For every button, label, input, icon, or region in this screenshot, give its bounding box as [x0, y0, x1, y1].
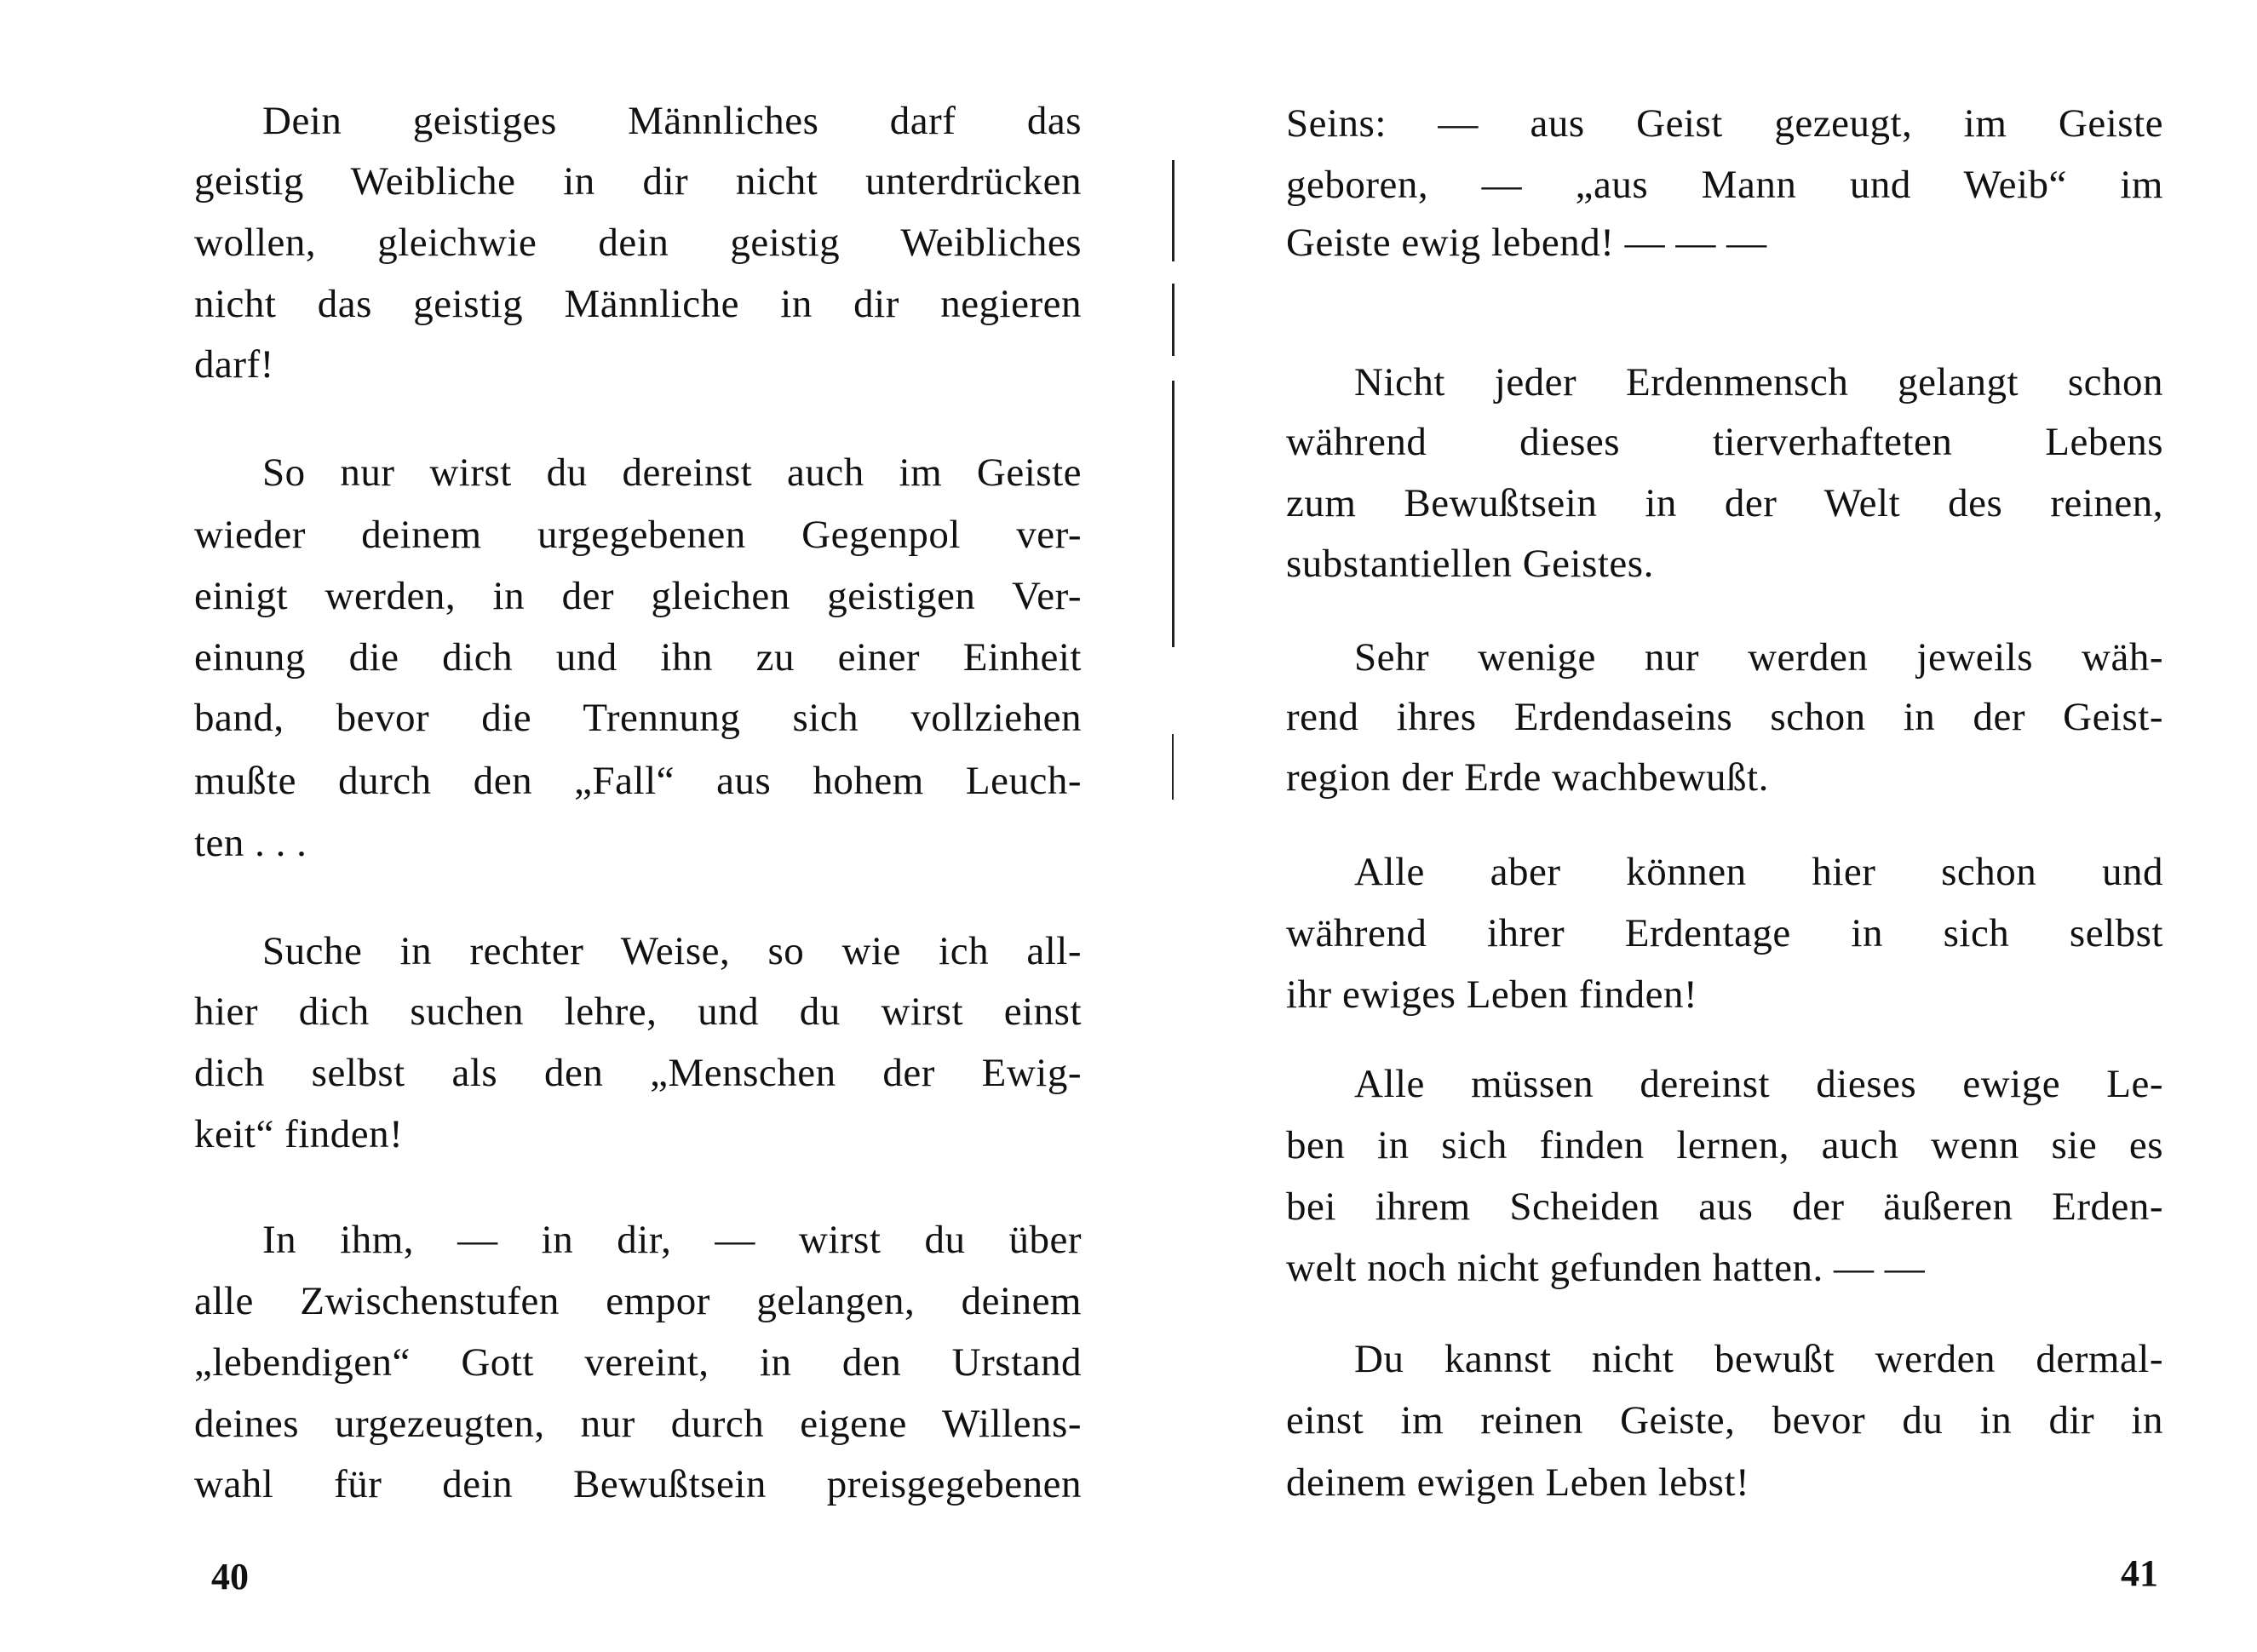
text-line: In ihm, — in dir, — wirst du über	[262, 1218, 1082, 1262]
text-line: Alle müssen dereinst dieses ewige Le-	[1354, 1062, 2163, 1106]
text-line: während ihrer Erdentage in sich selbst	[1286, 911, 2163, 955]
text-line: dich selbst als den „Menschen der Ewig-	[194, 1051, 1082, 1095]
text-line: welt noch nicht gefunden hatten. — —	[1286, 1246, 1926, 1290]
text-line: region der Erde wachbewußt.	[1286, 755, 1769, 800]
text-line: darf!	[194, 342, 274, 387]
text-line: Seins: — aus Geist gezeugt, im Geiste	[1286, 101, 2163, 146]
gutter-mark	[1172, 160, 1174, 261]
text-line: rend ihres Erdendaseins schon in der Geist-	[1286, 695, 2163, 739]
text-line: wollen, gleichwie dein geistig Weibliches	[194, 221, 1082, 265]
text-line: hier dich suchen lehre, und du wirst einst	[194, 989, 1082, 1034]
text-line: geboren, — „aus Mann und Weib“ im	[1286, 163, 2163, 207]
text-line: einung die dich und ihn zu einer Einheit	[194, 635, 1082, 680]
text-line: „lebendigen“ Gott vereint, in den Urstand	[194, 1340, 1082, 1385]
gutter-mark	[1172, 284, 1174, 356]
text-line: Alle aber können hier schon und	[1354, 850, 2163, 894]
text-line: zum Bewußtsein in der Welt des reinen,	[1286, 481, 2163, 525]
left-page	[0, 0, 1128, 1652]
text-line: substantiellen Geistes.	[1286, 542, 1654, 586]
text-line: während dieses tierverhafteten Lebens	[1286, 420, 2163, 464]
gutter-mark	[1172, 381, 1174, 647]
gutter-mark	[1172, 734, 1174, 800]
text-line: ben in sich finden lernen, auch wenn sie es	[1286, 1123, 2163, 1167]
text-line: wieder deinem urgegebenen Gegenpol ver-	[194, 513, 1082, 557]
text-line: einst im reinen Geiste, bevor du in dir in	[1286, 1398, 2163, 1443]
right-page	[1128, 0, 2257, 1652]
text-line: Nicht jeder Erdenmensch gelangt schon	[1354, 360, 2163, 404]
text-line: alle Zwischenstufen empor gelangen, deinem	[194, 1279, 1082, 1323]
text-line: keit“ finden!	[194, 1112, 404, 1156]
text-line: mußte durch den „Fall“ aus hohem Leuch-	[194, 759, 1082, 803]
text-line: deinem ewigen Leben lebst!	[1286, 1460, 1750, 1505]
page-number-left: 40	[211, 1556, 249, 1598]
text-line: Geiste ewig lebend! — — —	[1286, 221, 1767, 265]
text-line: Suche in rechter Weise, so wie ich all-	[262, 929, 1082, 973]
text-line: einigt werden, in der gleichen geistigen Ver-	[194, 574, 1082, 618]
text-line: band, bevor die Trennung sich vollziehen	[194, 696, 1082, 740]
page-number-right: 41	[2121, 1552, 2158, 1594]
text-line: So nur wirst du dereinst auch im Geiste	[262, 450, 1082, 495]
text-line: ten . . .	[194, 821, 307, 865]
text-line: Du kannst nicht bewußt werden dermal-	[1354, 1337, 2163, 1381]
text-line: Dein geistiges Männliches darf das	[262, 99, 1082, 143]
text-line: wahl für dein Bewußtsein preisgegebenen	[194, 1462, 1082, 1506]
text-line: nicht das geistig Männliche in dir negieren	[194, 282, 1082, 326]
text-line: Sehr wenige nur werden jeweils wäh-	[1354, 635, 2163, 680]
text-line: geistig Weibliche in dir nicht unterdrücken	[194, 159, 1082, 204]
text-line: bei ihrem Scheiden aus der äußeren Erden-	[1286, 1185, 2163, 1229]
text-line: ihr ewiges Leben finden!	[1286, 972, 1698, 1017]
text-line: deines urgezeugten, nur durch eigene Willens-	[194, 1402, 1082, 1446]
